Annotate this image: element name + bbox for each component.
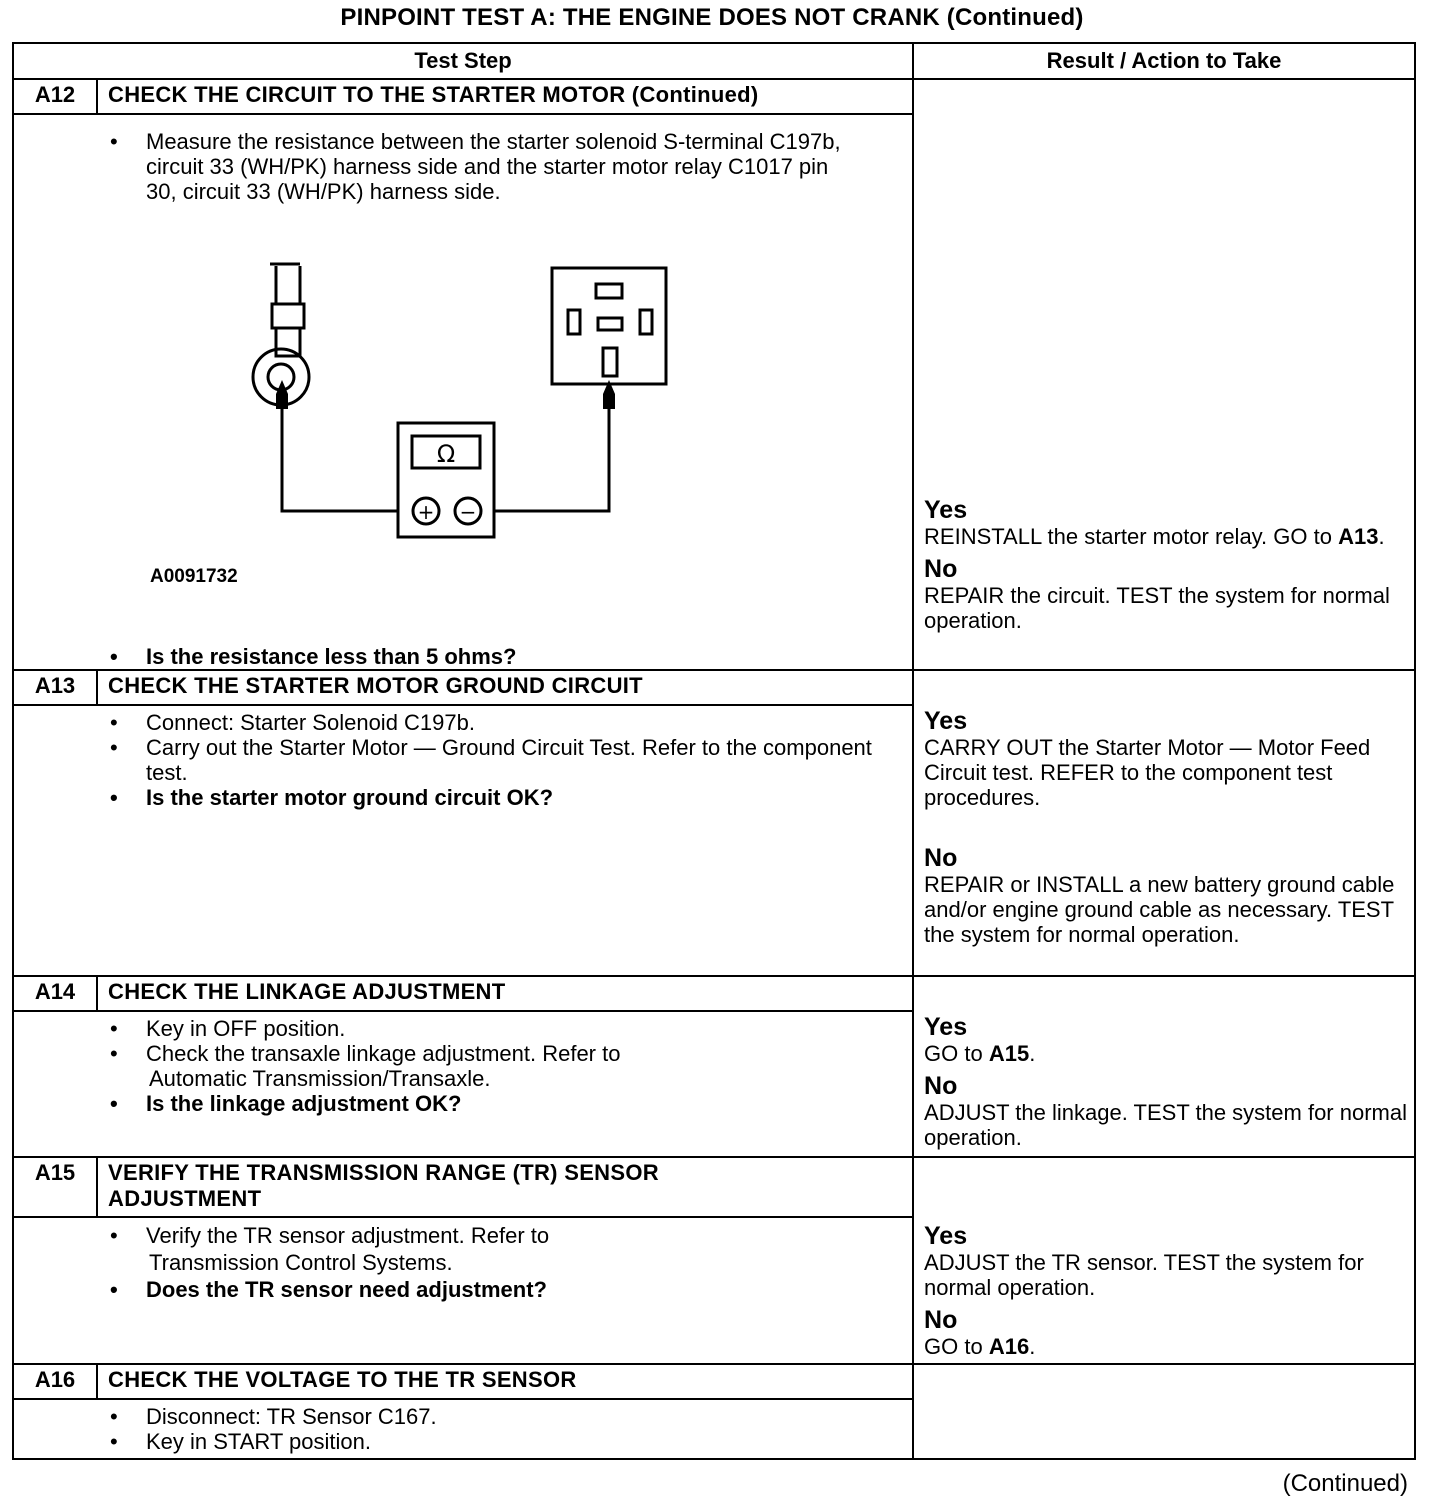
no-label: No: [924, 1306, 958, 1334]
multimeter-icon: [398, 423, 494, 537]
bullet-text: Verify the TR sensor adjustment. Refer to: [146, 1223, 550, 1248]
no-label: No: [924, 555, 958, 583]
table-header-row: [13, 43, 1415, 79]
page-title: PINPOINT TEST A: THE ENGINE DOES NOT CRANK (Continued): [340, 4, 1084, 31]
yes-end: .: [1378, 524, 1385, 549]
yes-ref[interactable]: A13: [1338, 524, 1379, 549]
bullet-check-linkage: [14, 1041, 912, 1091]
step-row-a13: [13, 670, 1415, 705]
yes-label: Yes: [924, 707, 968, 735]
no-text: REPAIR the circuit. TEST the system for normal operation.: [924, 583, 1390, 633]
result-cell-a12: [913, 79, 1415, 670]
header-result: Result / Action to Take: [913, 43, 1415, 79]
resistance-test-diagram: [14, 204, 734, 644]
bullet-key-off: • Key in OFF position.: [14, 1016, 912, 1041]
no-text: ADJUST the linkage. TEST the system for normal operation.: [924, 1100, 1407, 1150]
yes-ref[interactable]: A15: [988, 1041, 1030, 1066]
yes-text: CARRY OUT the Starter Motor — Motor Feed Circuit test. REFER to the component test procedures.: [924, 735, 1371, 810]
step-id: A14: [13, 976, 97, 1011]
bullet-text: Check the transaxle linkage adjustment. Refer to: [146, 1041, 621, 1066]
step-title: CHECK THE STARTER MOTOR GROUND CIRCUIT: [97, 670, 913, 705]
continued-footer: (Continued): [1282, 1470, 1408, 1497]
no-text: REPAIR or INSTALL a new battery ground cable and/or engine ground cable as necessary. TEST the system for normal operation.: [924, 872, 1395, 947]
reference-link[interactable]: Automatic Transmission/Transaxle.: [149, 1066, 491, 1091]
bullet-measure: • Measure the resistance between the starter solenoid S-terminal C197b, circuit 33 (WH/PK) harness side and the starter motor relay C1017 pin 30, circuit 33 (WH/PK) harness side.: [14, 129, 912, 204]
result-cell-a13: [913, 670, 1415, 976]
question-a14: • Is the linkage adjustment OK?: [14, 1091, 912, 1116]
no-end: .: [1029, 1334, 1036, 1359]
bullet-carry-out: • Carry out the Starter Motor — Ground Circuit Test. Refer to the component test.: [14, 735, 872, 785]
step-id: A16: [13, 1364, 97, 1399]
yes-text: ADJUST the TR sensor. TEST the system for normal operation.: [924, 1250, 1364, 1300]
step-row-a16: [13, 1364, 1415, 1399]
step-row-a15: [13, 1157, 1415, 1217]
probe-right-icon: [494, 380, 615, 511]
ohm-symbol: Ω: [436, 440, 456, 468]
question-a15: • Does the TR sensor need adjustment?: [14, 1276, 912, 1303]
step-id: A12: [13, 79, 97, 114]
result-cell-a15: [913, 1157, 1415, 1364]
body-cell-a16: [13, 1399, 913, 1459]
step-title: CHECK THE CIRCUIT TO THE STARTER MOTOR (Continued): [97, 79, 913, 114]
reference-link[interactable]: Transmission Control Systems.: [149, 1250, 453, 1275]
header-test-step: Test Step: [13, 43, 913, 79]
yes-text: GO to: [924, 1041, 983, 1066]
result-cell-a16: [913, 1364, 1415, 1459]
question-a12: • Is the resistance less than 5 ohms?: [14, 644, 912, 669]
no-label: No: [924, 844, 958, 872]
figure-id: A0091732: [150, 566, 238, 587]
relay-connector-icon: [552, 268, 666, 384]
yes-end: .: [1029, 1041, 1036, 1066]
bullet-disconnect: • Disconnect: TR Sensor C167.: [14, 1404, 912, 1429]
minus-terminal: −: [459, 500, 477, 524]
yes-text: REINSTALL the starter motor relay. GO to: [924, 524, 1332, 549]
step-id: A13: [13, 670, 97, 705]
result-cell-a14: [913, 976, 1415, 1157]
bullet-verify: [14, 1222, 912, 1276]
step-row-a14: [13, 976, 1415, 1011]
figure-a0091732: [14, 204, 912, 644]
body-cell-a13: [13, 705, 913, 976]
yes-label: Yes: [924, 496, 968, 524]
no-text: GO to: [924, 1334, 983, 1359]
step-title: CHECK THE VOLTAGE TO THE TR SENSOR: [97, 1364, 913, 1399]
bullet-key-start: • Key in START position.: [14, 1429, 912, 1454]
no-ref[interactable]: A16: [988, 1334, 1030, 1359]
yes-label: Yes: [924, 1013, 968, 1041]
question-a13: • Is the starter motor ground circuit OK?: [14, 785, 872, 810]
step-row-a12: [13, 79, 1415, 114]
plus-terminal: +: [417, 500, 435, 524]
bullet-connect: • Connect: Starter Solenoid C197b.: [14, 710, 872, 735]
pinpoint-test-table: [12, 42, 1416, 1460]
body-cell-a15: [13, 1217, 913, 1364]
step-title: VERIFY THE TRANSMISSION RANGE (TR) SENSOR ADJUSTMENT: [97, 1157, 913, 1217]
body-cell-a12: [13, 114, 913, 670]
step-id: A15: [13, 1157, 97, 1217]
step-title: CHECK THE LINKAGE ADJUSTMENT: [97, 976, 913, 1011]
no-label: No: [924, 1072, 958, 1100]
body-cell-a14: [13, 1011, 913, 1157]
yes-label: Yes: [924, 1222, 968, 1250]
